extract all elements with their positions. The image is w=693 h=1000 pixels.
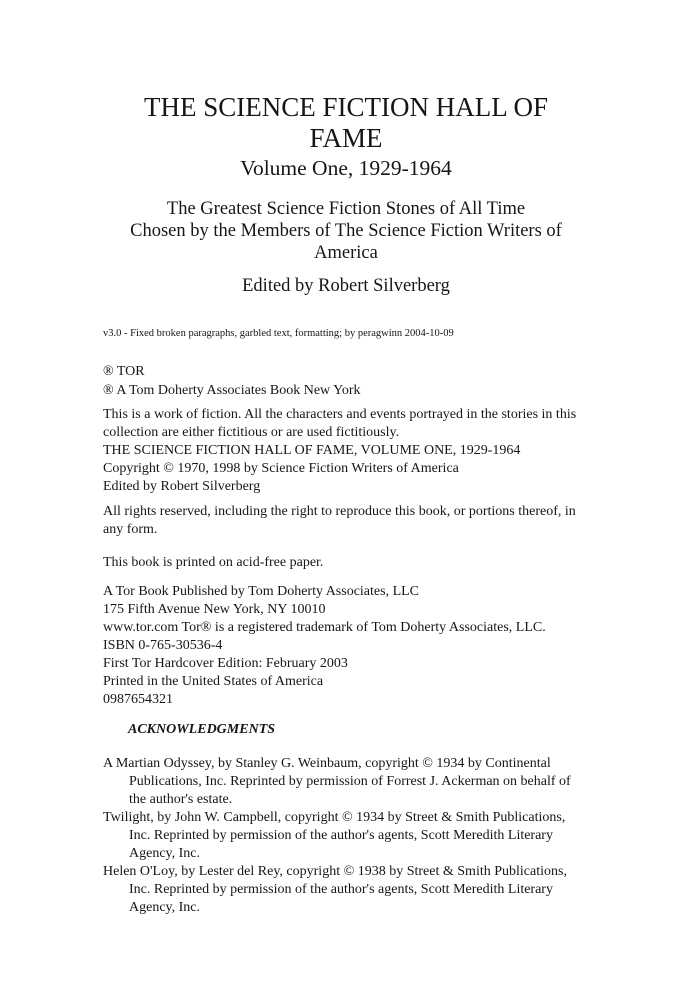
- publisher-line-print-run: 0987654321: [103, 692, 173, 707]
- acknowledgments-list: [103, 755, 589, 917]
- volume-line: Volume One, 1929-1964: [240, 156, 452, 180]
- copyright-year-line: Copyright © 1970, 1998 by Science Fiction Writers of America: [103, 461, 459, 476]
- subtitle-line-2: Chosen by the Members of The Science Fiction Writers of: [130, 221, 562, 241]
- fiction-disclaimer: This is a work of fiction. All the characters and events portrayed in the stories in this collection are either fictitious or are used fictitiously.: [103, 407, 577, 440]
- copyright-block: [103, 406, 589, 496]
- subtitle-line-1: The Greatest Science Fiction Stones of All Time: [166, 199, 526, 219]
- acknowledgment-entry-twilight: Twilight, by John W. Campbell, copyright © 1934 by Street & Smith Publications, Inc. Reprinted by permission of the author's agents, Scott Meredith Literary Agency, Inc.: [103, 810, 566, 861]
- imprint-line-tor: ® TOR: [103, 364, 145, 379]
- book-title: THE SCIENCE FICTION HALL OF FAME: [144, 92, 548, 153]
- publisher-block: [103, 583, 589, 709]
- publisher-line-imprint: A Tor Book Published by Tom Doherty Associates, LLC: [103, 584, 420, 599]
- publisher-line-address: 175 Fifth Avenue New York, NY 10010: [103, 602, 326, 617]
- acknowledgment-entry-martian-odyssey: A Martian Odyssey, by Stanley G. Weinbaum, copyright © 1934 by Continental Publications, Inc. Reprinted by permission of Forrest J. Ackerman on behalf of the author's estate.: [103, 756, 571, 807]
- imprint-block: [103, 363, 589, 400]
- acid-free-paper-note: This book is printed on acid-free paper.: [103, 555, 324, 570]
- publisher-line-trademark: www.tor.com Tor® is a registered trademark of Tom Doherty Associates, LLC.: [103, 620, 546, 635]
- imprint-line-doherty: ® A Tom Doherty Associates Book New York: [103, 382, 361, 398]
- copyright-editor-line: Edited by Robert Silverberg: [103, 479, 261, 494]
- rights-notice: All rights reserved, including the right to reproduce this book, or portions thereof, in any form.: [103, 504, 576, 537]
- subtitle-line-3: America: [314, 243, 378, 263]
- publisher-line-printed: Printed in the United States of America: [103, 674, 324, 689]
- subtitle: [103, 198, 589, 264]
- copyright-title-line: THE SCIENCE FICTION HALL OF FAME, VOLUME ONE, 1929-1964: [103, 443, 521, 458]
- publisher-line-isbn: ISBN 0-765-30536-4: [103, 638, 223, 653]
- edited-by-line: Edited by Robert Silverberg: [242, 276, 450, 296]
- acknowledgment-entry-helen-oloy: Helen O'Loy, by Lester del Rey, copyright © 1938 by Street & Smith Publications, Inc. Reprinted by permission of the author's agents, Scott Meredith Literary Agency, Inc.: [103, 864, 567, 915]
- publisher-line-edition: First Tor Hardcover Edition: February 2003: [103, 656, 348, 671]
- version-note: v3.0 - Fixed broken paragraphs, garbled text, formatting; by peragwinn 2004-10-09: [103, 328, 454, 339]
- acknowledgments-heading: ACKNOWLEDGMENTS: [128, 722, 276, 737]
